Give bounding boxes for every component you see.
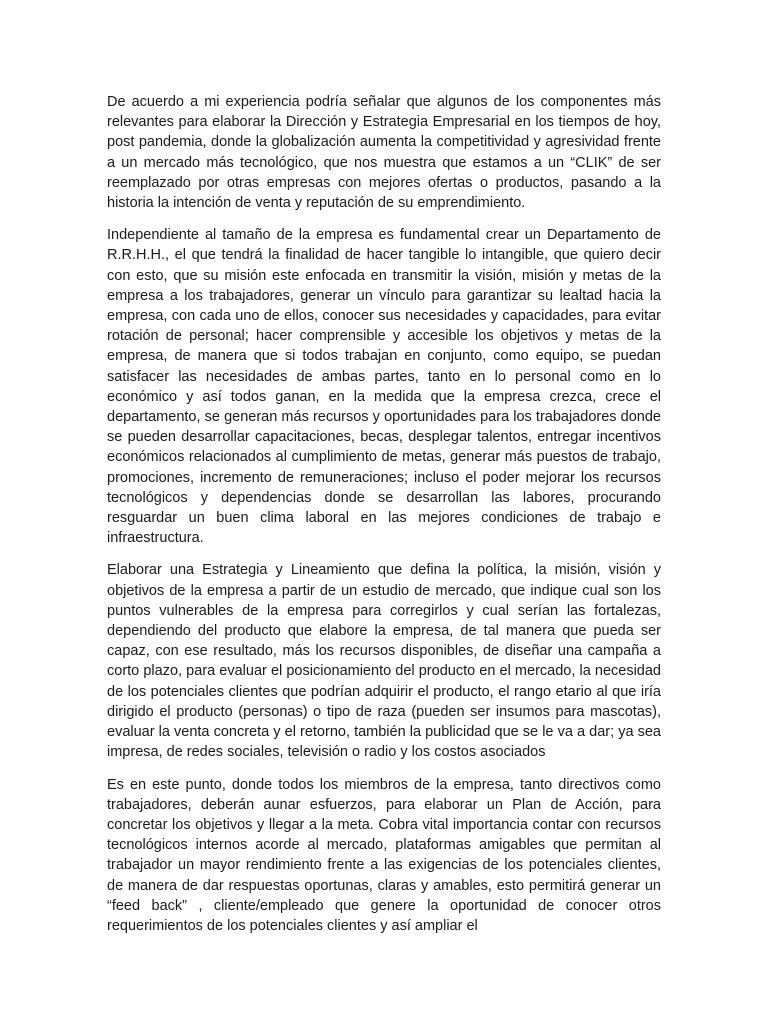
paragraph-1: De acuerdo a mi experiencia podría señalar que algunos de los componentes más relevantes para elaborar la Dirección y Estrategia Empresarial en los tiempos de hoy, post pandemia, donde la globalización aumenta la competitividad y agresividad frente a un mercado más tecnológico, que nos muestra que estamos a un “CLIK” de ser reemplazado por otras empresas con mejores ofertas o productos, pasando a la historia la intención de venta y reputación de su emprendimiento.: [107, 94, 661, 212]
paragraph-2: Independiente al tamaño de la empresa es fundamental crear un Departamento de R.R.H.H., el que tendrá la finalidad de hacer tangible lo intangible, que quiero decir con esto, que su misión este enfocada en transmitir la visión, misión y metas de la empresa a los trabajadores, generar un vínculo para garantizar su lealtad hacia la empresa, con cada uno de ellos, conocer sus necesidades y capacidades, para evitar rotación de personal; hacer comprensible y accesible los objetivos y metas de la empresa, de manera que si todos trabajan en conjunto, como equipo, se puedan satisfacer las necesidades de ambas partes, tanto en lo personal como en lo económico y así todos ganan, en la medida que la empresa crezca, crece el departamento, se generan más recursos y oportunidades para los trabajadores donde se pueden desarrollar capacitaciones, becas, desplegar talentos, entregar incentivos económicos relacionados al cumplimiento de metas, generar más puestos de trabajo, promociones, incremento de remuneraciones; incluso el poder mejorar los recursos tecnológicos y dependencias donde se desarrollan las labores, procurando resguardar un buen clima laboral en las mejores condiciones de trabajo e infraestructura.: [107, 227, 661, 547]
document-body: [107, 92, 661, 948]
paragraph-4: Es en este punto, donde todos los miembros de la empresa, tanto directivos como trabajadores, deberán aunar esfuerzos, para elaborar un Plan de Acción, para concretar los objetivos y llegar a la meta. Cobra vital importancia contar con recursos tecnológicos internos acorde al mercado, plataformas amigables que permitan al trabajador un mayor rendimiento frente a las exigencias de los potenciales clientes, de manera de dar respuestas oportunas, claras y amables, esto permitirá generar un “feed back” , cliente/empleado que genere la oportunidad de conocer otros requerimientos de los potenciales clientes y así ampliar el: [107, 776, 661, 934]
paragraph-3: Elaborar una Estrategia y Lineamiento que defina la política, la misión, visión y objetivos de la empresa a partir de un estudio de mercado, que indique cual son los puntos vulnerables de la empresa para corregirlos y cual serían las fortalezas, dependiendo del producto que elabore la empresa, de tal manera que pueda ser capaz, con ese resultado, más los recursos disponibles, de diseñar una campaña a corto plazo, para evaluar el posicionamiento del producto en el mercado, la necesidad de los potenciales clientes que podrían adquirir el producto, el rango etario al que iría dirigido el producto (personas) o tipo de raza (pueden ser insumos para mascotas), evaluar la venta concreta y el retorno, también la publicidad que se le va a dar; ya sea impresa, de redes sociales, televisión o radio y los costos asociados: [107, 562, 661, 761]
